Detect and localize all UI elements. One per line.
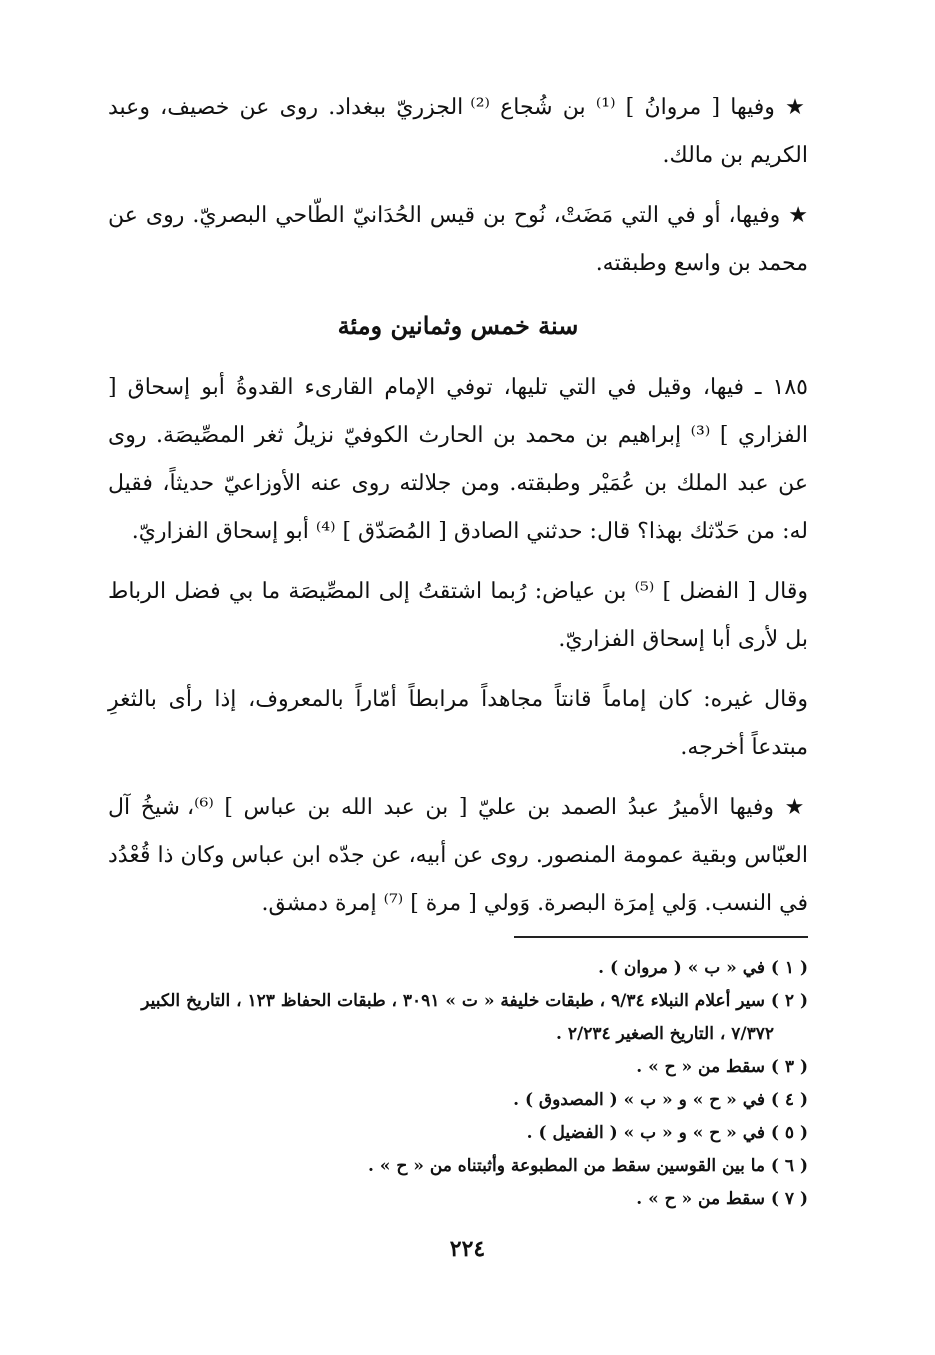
footnote-divider <box>514 936 808 938</box>
page-number: ٢٢٤ <box>449 1236 486 1262</box>
paragraph-marwan: ★ وفيها [ مروانُ ] ⁽¹⁾ بن شُجاع ⁽²⁾ الجزريّ ببغداد. روى عن خصيف، وعبد الكريم بن مالك. <box>108 95 808 168</box>
footnote-3: ( ٣ ) سقط من « ح » . <box>636 1057 808 1077</box>
footnote-6: ( ٦ ) ما بين القوسين سقط من المطبوعة وأثبتناه من « ح » . <box>368 1156 808 1176</box>
paragraph-abdussamad: ★ وفيها الأميرُ عبدُ الصمد بن عليّ [ بن عبد الله بن عباس ] ⁽⁶⁾، شيخُ آل العبّاس وبقية عمومة المنصور. روى عن أبيه، عن جدّه ابن عباس وكان ذا قُعْدُد في النسب. وَلي إمرَة البصرة. وَولي [ مرة ] ⁽⁷⁾ إمرة دمشق. <box>108 795 808 916</box>
paragraph-nuh: ★ وفيها، أو في التي مَضَتْ، نُوح بن قيس الحُدَانيّ الطّاحي البصريّ. روى عن محمد بن واسع وطبقته. <box>108 203 808 276</box>
paragraph-fudayl: وقال [ الفضل ] ⁽⁵⁾ بن عياض: رُبما اشتقتُ إلى المصِّيصَة ما بي فضل الرباط بل لأرى أبا إسحاق الفزاريّ. <box>108 579 808 652</box>
footnotes <box>108 952 808 1216</box>
paragraph-others: وقال غيره: كان إماماً قانتاً مجاهداً مرابطاً أمّاراً بالمعروف، إذا رأى بالثغرِ مبتدعاً أخرجه. <box>108 687 808 760</box>
page-body <box>108 84 808 940</box>
section-heading: سنة خمس وثمانين ومئة <box>337 311 579 340</box>
footnote-5: ( ٥ ) في « ح » و « ب » ( الفضيل ) . <box>526 1123 808 1143</box>
footnote-2-continuation: ٧/٣٧٢ ، التاريخ الصغير ٢/٢٣٤ . <box>556 1024 774 1044</box>
footnote-7: ( ٧ ) سقط من « ح » . <box>636 1189 808 1209</box>
footnote-1: ( ١ ) في « ب » ( مروان ) . <box>598 958 808 978</box>
paragraph-fazari: ١٨٥ ـ فيها، وقيل في التي تليها، توفي الإمام القارىء القدوةُ أبو إسحاق [ الفزاري ] ⁽³⁾ إبراهيم بن محمد بن الحارث الكوفيّ نزيلُ ثغر المصِّيصَة. روى عن عبد الملك بن عُمَيْر وطبقته. ومن جلالته روى عنه الأوزاعيّ حديثاً، فقيل له: من حَدّثك بهذا؟ قال: حدثني الصادق [ المُصَدّق ] ⁽⁴⁾ أبو إسحاق الفزاريّ. <box>108 375 808 544</box>
footnote-4: ( ٤ ) في « ح » و « ب » ( المصدوق ) . <box>513 1090 808 1110</box>
footnote-2: ( ٢ ) سير أعلام النبلاء ٩/٣٤ ، طبقات خليفة « ت » ٣٠٩١ ، طبقات الحفاظ ١٢٣ ، التاريخ الكبير <box>141 991 808 1011</box>
